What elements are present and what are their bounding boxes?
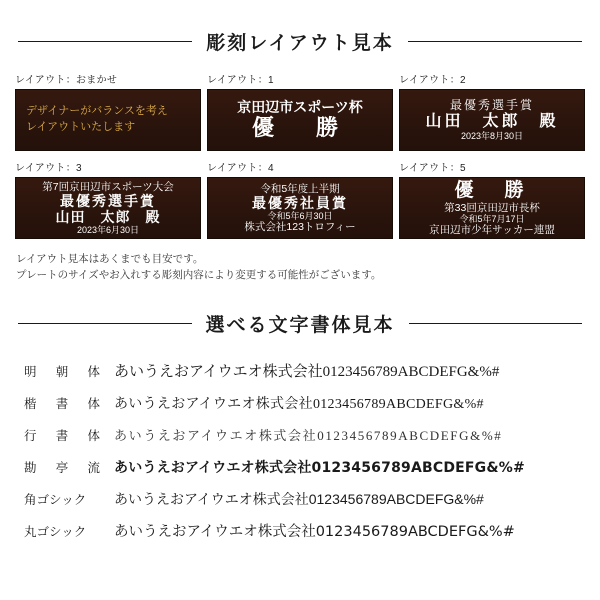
layout-heading-text: 彫刻レイアウト見本: [206, 33, 394, 54]
font-heading-text: 選べる文字書体見本: [205, 314, 395, 336]
font-name-kanteiryu: 勘 亭 流: [24, 460, 100, 475]
layout-section-heading: [18, 28, 582, 55]
engraving-plate: [15, 89, 201, 151]
plate-line: 最優秀社員賞: [252, 194, 348, 211]
font-sample-row: [10, 355, 590, 387]
plate-line: レイアウトいたします: [26, 121, 136, 133]
plate-label: レイアウト：4: [207, 163, 274, 174]
plate-line: 2023年8月30日: [460, 130, 524, 141]
font-name-kakugothic: 角ゴシック: [24, 492, 87, 507]
engraving-plate: [399, 177, 585, 239]
font-sample-gyosho: あいうえおアイウエオ株式会社0123456789ABCDEFG&%#: [114, 428, 503, 444]
plate-line: 令和5年度上半期: [260, 182, 340, 195]
font-sample-list: [10, 355, 590, 547]
plate-cell: [207, 71, 393, 151]
plate-label: レイアウト：2: [399, 75, 466, 86]
font-sample-kakugothic: あいうえおアイウエオ株式会社0123456789ABCDEFG&%#: [114, 490, 484, 507]
font-name-mincho: 明 朝 体: [24, 364, 100, 379]
heading-rule-left: [18, 323, 192, 324]
font-name-marugothic: 丸ゴシック: [24, 524, 87, 539]
plate-line: 株式会社123トロフィー: [244, 221, 356, 234]
plate-line: 第33回京田辺市長杯: [444, 201, 540, 214]
plate-label: レイアウト：5: [399, 163, 466, 174]
plate-line: 最優秀選手賞: [60, 192, 156, 209]
font-sample-row: [10, 387, 590, 419]
plate-grid: [0, 71, 600, 239]
plate-line: 山田 太郎 殿: [425, 112, 559, 130]
heading-rule-left: [18, 41, 192, 42]
note-line: レイアウト見本はあくまでも目安です。: [16, 253, 204, 265]
engraving-plate: [15, 177, 201, 239]
heading-rule-right: [408, 41, 582, 42]
font-name-kaisho: 楷 書 体: [24, 396, 100, 411]
font-sample-kanteiryu: あいうえおアイウエオ株式会社0123456789ABCDEFG&%#: [114, 459, 525, 476]
plate-label: レイアウト：おまかせ: [15, 75, 118, 86]
engraving-plate: [207, 89, 393, 151]
plate-cell: [207, 159, 393, 239]
font-sample-row: [10, 451, 590, 483]
plate-line: 優 勝: [454, 179, 530, 201]
font-sample-marugothic: あいうえおアイウエオ株式会社0123456789ABCDEFG&%#: [114, 524, 515, 541]
plate-line: 優 勝: [251, 115, 348, 141]
plate-line: 第7回京田辺市スポーツ大会: [42, 180, 174, 193]
font-sample-row: [10, 419, 590, 451]
heading-rule-right: [409, 323, 583, 324]
font-sample-mincho: あいうえおアイウエオ株式会社0123456789ABCDEFG&%#: [114, 364, 500, 381]
plate-line: 令和5年6月30日: [267, 210, 333, 221]
plate-line: 山田 太郎 殿: [55, 208, 161, 225]
font-sample-row: [10, 483, 590, 515]
engraving-plate: [207, 177, 393, 239]
plate-label: レイアウト：1: [207, 75, 274, 86]
plate-cell: [399, 71, 585, 151]
layout-notes: [16, 251, 600, 284]
font-sample-kaisho: あいうえおアイウエオ株式会社0123456789ABCDEFG&%#: [114, 396, 484, 412]
plate-cell: [15, 159, 201, 239]
note-line: プレートのサイズやお入れする彫刻内容により変更する可能性がございます。: [16, 269, 382, 282]
plate-line: デザイナーがバランスを考え: [26, 105, 168, 118]
plate-cell: [15, 71, 201, 151]
plate-label: レイアウト：3: [15, 163, 82, 174]
engraving-plate: [399, 89, 585, 151]
plate-line: 2023年6月30日: [76, 224, 140, 235]
plate-line: 令和5年7月17日: [459, 213, 525, 224]
font-sample-row: [10, 515, 590, 547]
plate-line: 最優秀選手賞: [449, 97, 534, 112]
plate-line: 京田辺市スポーツ杯: [237, 99, 363, 116]
font-section-heading: [18, 310, 582, 337]
plate-line: 京田辺市少年サッカー連盟: [429, 224, 555, 237]
plate-cell: [399, 159, 585, 239]
font-name-gyosho: 行 書 体: [24, 428, 100, 443]
